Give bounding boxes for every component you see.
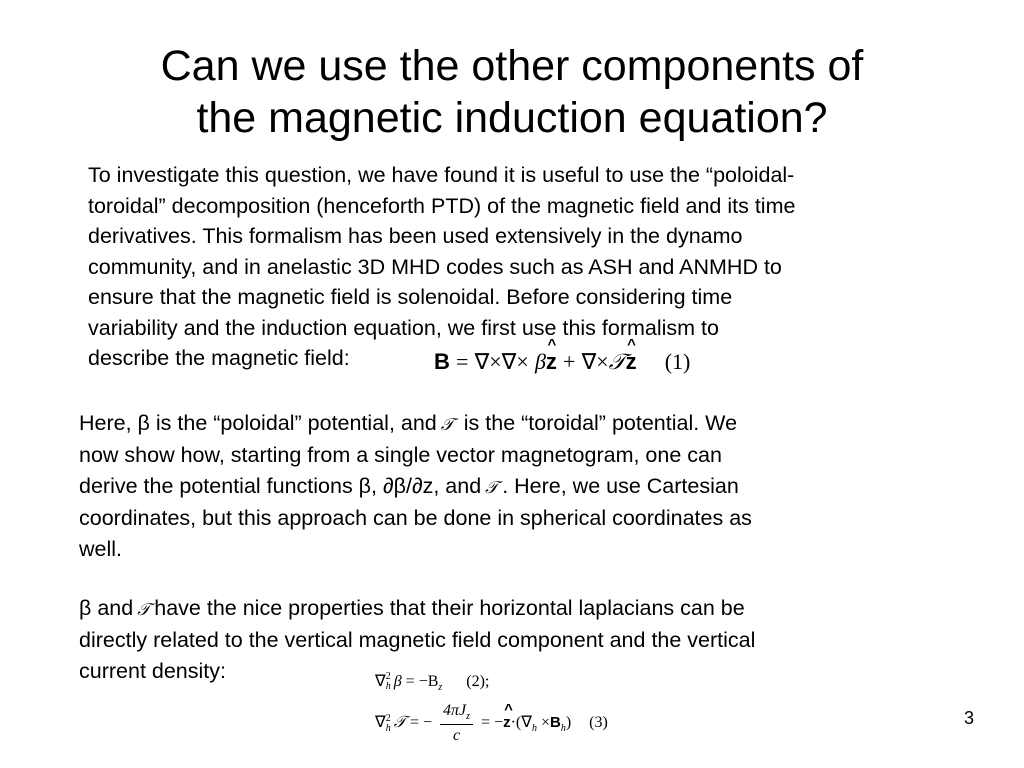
paragraph-laplacians (79, 593, 959, 687)
slide-title (40, 40, 984, 144)
eq1-zhat-1: ^ z (546, 349, 557, 375)
eq3-times: × (540, 714, 550, 732)
title-line-2: the magnetic induction equation? (196, 94, 828, 142)
eq1-zhat-2: ^ z (626, 349, 637, 375)
paragraph-line: To investigate this question, we have found it is useful to use the “poloidal- (88, 163, 795, 187)
paragraph-line: ensure that the magnetic field is solenoidal. Before considering time (88, 285, 733, 309)
toroidal-symbol: 𝒯 (485, 478, 499, 497)
eq3-frac-num-sub: z (466, 711, 471, 722)
title-line-1: Can we use the other components of (160, 42, 864, 90)
paragraph-line: describe the magnetic field: (88, 346, 350, 370)
eq3-fraction (440, 702, 473, 745)
eq3-toroidal: 𝒯 (393, 714, 406, 732)
eq3-frac-num (440, 702, 473, 725)
equation-3 (375, 702, 608, 745)
eq3-zhat: ^ z (503, 714, 511, 731)
eq2-rhs-sub: z (438, 682, 443, 693)
paragraph-line (79, 593, 959, 625)
eq2-sub: h (385, 681, 391, 693)
eq1-beta: β (534, 349, 546, 374)
eq3-nabla-sub: h (531, 723, 537, 735)
eq3-dot: ·(∇ (510, 714, 532, 732)
paragraph-potentials (79, 408, 959, 565)
paragraph-line: directly related to the vertical magnetic field component and the vertical (79, 628, 756, 652)
eq1-number: (1) (664, 349, 691, 374)
equation-1 (434, 349, 690, 375)
p2-line3b: . Here, we use Cartesian (502, 474, 739, 498)
eq3-nabla: ∇ (375, 714, 386, 732)
eq3-equals: = − (409, 714, 433, 732)
paragraph-line: now show how, starting from a single vector magnetogram, one can (79, 443, 722, 467)
eq1-lhs: B (434, 349, 450, 374)
eq2-sup-sub (386, 672, 391, 692)
p3-line1a: β and (79, 596, 134, 620)
eq1-toroidal: 𝒯 (608, 349, 626, 374)
eq2-sup: 2 (385, 671, 391, 683)
eq2-nabla: ∇ (375, 673, 386, 690)
eq2-beta: β (393, 673, 402, 690)
toroidal-symbol: 𝒯 (137, 600, 151, 619)
eq1-plus: + (563, 349, 576, 374)
paragraph-line (79, 471, 959, 503)
eq3-sub: h (385, 722, 391, 734)
eq3-equals-2: = − (481, 714, 504, 732)
p3-line1b: have the nice properties that their horizontal laplacians can be (154, 596, 745, 620)
paragraph-line (79, 408, 959, 440)
eq3-frac-num-text: 4πJ (443, 702, 467, 719)
eq1-curl: ∇× (581, 349, 609, 374)
p2-line1b: is the “toroidal” potential. We (457, 411, 738, 435)
toroidal-symbol: 𝒯 (440, 415, 454, 434)
eq1-equals: = (456, 349, 469, 374)
eq3-sup-sub (386, 714, 391, 734)
paragraph-line: variability and the induction equation, we first use this formalism to (88, 315, 719, 340)
paragraph-ptd-intro (88, 160, 958, 374)
p2-line3a: derive the potential functions β, ∂β/∂z, and (79, 474, 482, 498)
eq3-number: (3) (589, 714, 608, 732)
page-number: 3 (963, 708, 974, 728)
eq3-close: ) (565, 714, 572, 732)
eq3-B-sub: h (560, 723, 566, 735)
paragraph-line: community, and in anelastic 3D MHD codes such as ASH and ANMHD to (88, 254, 782, 279)
eq2-number: (2); (466, 673, 490, 690)
eq3-B: B (549, 714, 561, 732)
p2-line1a: Here, β is the “poloidal” potential, and (79, 411, 437, 435)
paragraph-line: toroidal” decomposition (henceforth PTD) of the magnetic field and its time (88, 193, 796, 218)
eq3-sup: 2 (385, 712, 391, 724)
paragraph-line: coordinates, but this approach can be done in spherical coordinates as (79, 506, 752, 530)
paragraph-line: well. (79, 537, 123, 561)
equation-2 (375, 671, 489, 693)
paragraph-line: current density: (79, 659, 226, 683)
paragraph-line: derivatives. This formalism has been used extensively in the dynamo (88, 224, 743, 248)
eq3-frac-den: c (452, 727, 461, 744)
eq2-rhs: = −B (405, 673, 439, 690)
eq1-curlcurl: ∇×∇× (474, 349, 529, 374)
